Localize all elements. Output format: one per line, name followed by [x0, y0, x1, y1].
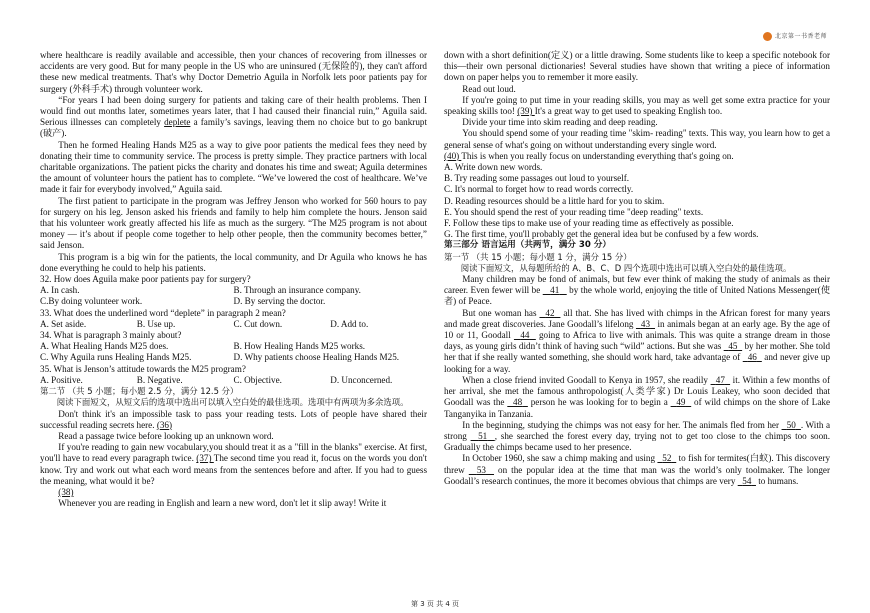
- answer-blank: (37): [196, 453, 214, 464]
- cloze-blank: [671, 397, 692, 407]
- cloze-blank: [782, 420, 801, 430]
- passage-paragraph: You should spend some of your reading time "skim- reading" texts. This way, you learn how to get a general sense of what's going on without understanding every single word.: [444, 128, 830, 150]
- text-span: “For years I had been doing surgery for patients and taking care of their health problems. Then I would find out months later, sometimes years later, that I had caused their financial ruin,” Aguila said. Serious illnesses can completely: [40, 94, 427, 128]
- blank-number: 41: [550, 285, 560, 296]
- passage-paragraph: Whenever you are reading in English and learn a new word, don't let it slip away! Write it: [58, 498, 387, 509]
- option: B. Negative.: [136, 374, 183, 385]
- option-item: A. Write down new words.: [444, 162, 543, 173]
- blank-number: 42: [545, 307, 555, 318]
- option: A. In cash.: [40, 285, 80, 296]
- cloze-blank: [711, 375, 731, 385]
- passage-paragraph: [40, 95, 427, 140]
- option: B. Through an insurance company.: [233, 285, 361, 296]
- cloze-blank: [657, 453, 676, 463]
- option: A. Positive.: [40, 374, 83, 385]
- passage-paragraph: [444, 151, 830, 162]
- option-item: C. It's normal to forget how to read words correctly.: [444, 184, 634, 195]
- cloze-paragraph: [444, 420, 830, 454]
- option: A. Set aside.: [40, 318, 87, 329]
- blank-number: 47: [715, 374, 725, 385]
- text-span: When a close friend invited Goodall to Kenya in 1957, she readily: [462, 374, 711, 385]
- passage-paragraph: down with a short definition(定义) or a little drawing. Some students like to keep a specific notebook for this—their own personal dictionaries! Several studies have shown that writing a piece of information down on paper helps you to remember it more easily.: [444, 50, 830, 83]
- passage-paragraph: The first patient to participate in the program was Jeffrey Jenson who worked for 560 hours to pay for surgery on his leg. Jenson asked his friends and family to help him complete the hours. Jenson said that his volunteer work greatly affected his life as much as the surgery. “The M25 program is not about money — it’s about if people come together to help other people, then the community becomes better,” said Jenson.: [40, 195, 427, 251]
- underlined-word: deplete: [164, 117, 191, 128]
- option-item: B. Try reading some passages out loud to yourself.: [444, 173, 630, 184]
- text-span: in animals began at an early age. By the age of 10 or 11, Goodall: [444, 318, 831, 341]
- blank-number: 53: [476, 464, 486, 475]
- part-heading: 第三部分 语言运用（共两节，满分 30 分）: [444, 240, 612, 251]
- passage-paragraph: where healthcare is readily available and accessible, then your chances of recovering from illnesses or accidents are very good. But for many people in the US who are uninsured (无保险的), they can't afford these new medical treatments. That's why Doctor Demetrio Aguila in Norfolk lets poor patients pay for surgery (外科手术) through volunteer work.: [40, 50, 427, 94]
- option: C.By doing volunteer work.: [40, 296, 143, 307]
- blank-number: 46: [747, 352, 757, 363]
- text-span: to fish for termites(白蚁). This discovery threw: [444, 453, 831, 475]
- cloze-blank: [743, 352, 762, 362]
- text-span: by the whole world, enjoying the title of United Nations Messenger(使者) of Peace.: [444, 285, 831, 307]
- text-span: going to Africa to live with animals. This was quite a strange dream in those days, as young girls didn’t think of having such “wild” actions. But she was: [444, 330, 830, 352]
- option: A. What Healing Hands M25 does.: [40, 341, 169, 352]
- cloze-blank: [539, 308, 560, 318]
- cloze-blank: [507, 397, 528, 407]
- page-footer: 第 3 页 共 4 页: [410, 600, 460, 608]
- text-span: It's a great way to get used to speaking English too.: [534, 106, 723, 117]
- passage-subheading: [40, 487, 427, 498]
- answer-blank: (40): [444, 150, 462, 161]
- text-span: In the beginning, studying the chimps was not easy for her. The animals fled from her: [462, 419, 782, 430]
- text-span: of wild chimps on the shore of Lake Tanganyika in Tanzania.: [444, 397, 831, 419]
- cloze-blank: [471, 431, 495, 441]
- option: C. Cut down.: [233, 318, 283, 329]
- text-span: Don't think it's an impossible task to pass your reading tests. Lots of people have shared their successful reading secrets here.: [40, 408, 427, 430]
- text-span: In October 1960, she saw a chimp making and using: [462, 453, 658, 464]
- option: B. How Healing Hands M25 works.: [233, 341, 366, 352]
- option-item: F. Follow these tips to make use of your reading time as effectively as possible.: [444, 218, 734, 229]
- question-35: 35. What is Jenson’s attitude towards the M25 program?: [40, 363, 246, 374]
- option: B. Use up.: [136, 318, 176, 329]
- blank-number: 49: [676, 397, 686, 408]
- blank-number: 43: [640, 318, 651, 329]
- header-logo-text: 北京第一书香老师: [775, 33, 828, 40]
- option-item: E. You should spend the rest of your reading time "deep reading" texts.: [444, 206, 704, 217]
- cloze-paragraph: [444, 453, 830, 487]
- option: D. Why patients choose Healing Hands M25.: [233, 352, 400, 363]
- text-span: This is when you really focus on understanding everything that's going on.: [461, 150, 734, 161]
- passage-paragraph: [40, 409, 427, 431]
- passage-paragraph: This program is a big win for the patients, the local community, and Dr Aguila who knows he has done everything he could to help his patients.: [40, 251, 427, 273]
- cloze-blank: [738, 476, 756, 486]
- text-span: it. Within a few months of her arrival, she met the famous anthropologist(人类学家) Dr Louis Leakey, who soon decided that Goodall was the: [444, 374, 831, 408]
- text-span: on the popular idea at the time that man was the world’s only toolmaker. The longer Goodall’s research continues, the more it becomes obvious that chimps are very: [444, 464, 831, 486]
- cloze-paragraph: [444, 274, 830, 308]
- passage-paragraph: [444, 95, 830, 117]
- text-span: and never give up looking for a way.: [444, 352, 831, 374]
- option: D. Unconcerned.: [330, 374, 393, 385]
- passage-subheading: Divide your time into skim reading and deep reading.: [462, 117, 658, 128]
- text-span: The second time you read it, focus on the words you don't know. Try and work out what each word means from the sentences before and after. If you had to guess the meaning, what would it be?: [40, 453, 427, 486]
- text-span: by her mother. She told her that if she really wanted something, she should work hard, take advantage of: [444, 341, 831, 363]
- text-span: to humans.: [755, 475, 799, 486]
- option-item: G. The first time, you'll probably get the general idea but be confused by a few words.: [444, 229, 759, 240]
- section-instructions: 阅读下面短文，从每题所给的 A、B、C、D 四个选项中选出可以填入空白处的最佳选项。: [460, 262, 792, 273]
- left-column: [40, 50, 427, 509]
- option: D. By serving the doctor.: [233, 296, 326, 307]
- section-heading: 第二节 （共 5 小题；每小题 2.5 分，满分 12.5 分）: [40, 386, 239, 397]
- question-33: 33. What does the underlined word “deplete” in paragraph 2 mean?: [40, 307, 286, 318]
- cloze-blank: [724, 341, 742, 351]
- cloze-paragraph: [444, 375, 830, 420]
- question-32: 32. How does Aguila make poor patients pay for surgery?: [40, 274, 251, 285]
- section-instructions: 阅读下面短文，从短文后的选项中选出可以填入空白处的最佳选项。选项中有两项为多余选项。: [56, 397, 409, 408]
- text-span: all that. She has lived with chimps in the African forest for many years and made great discoveries. Jane Goodall’s lifelong: [444, 307, 831, 329]
- option: D. Add to.: [330, 318, 369, 329]
- passage-subheading: Read a passage twice before looking up an unknown word.: [58, 430, 274, 441]
- answer-blank: (38): [58, 486, 74, 497]
- text-span: But one woman has: [462, 307, 540, 318]
- publisher-logo: [763, 32, 772, 41]
- blank-number: 45: [728, 341, 738, 352]
- option-item: D. Reading resources should be a little hard for you to skim.: [444, 195, 665, 206]
- passage-paragraph: Then he formed Healing Hands M25 as a way to give poor patients the medical fees they need by donating their time to community service. The process is pretty simple. They practice partners with local charitable organizations. The patient picks the charity and donates his time and sweat; Aguila determines the amount of volunteer hours the patient has to complete. “We’ve lowered the cost of healthcare. We’ve made it fair for everybody involved,” Aguila said.: [40, 139, 427, 195]
- cloze-blank: [469, 465, 494, 475]
- cloze-blank: [543, 285, 567, 295]
- options-row: [40, 341, 427, 352]
- options-row: [40, 285, 427, 296]
- blank-number: 52: [662, 453, 672, 464]
- option: C. Objective.: [233, 374, 282, 385]
- options-row: [40, 352, 427, 363]
- text-span: person he was looking for to begin a: [527, 397, 671, 408]
- passage-subheading: Read out loud.: [462, 83, 516, 94]
- text-span: , she searched the forest every day, trying not to get too close to the chimps too soon. Gradually the chimps became used to her presence.: [444, 430, 831, 453]
- text-span: If you're reading to gain new vocabulary,you should treat it as a "fill in the blanks" exercise. At first, you'll have to read every paragraph twice.: [40, 442, 427, 464]
- text-span: Many children may be fond of animals, but few ever think of making the study of animals as their career. Even fewer will be: [444, 274, 830, 296]
- options-row: [40, 375, 427, 386]
- text-span: a family’s savings, leaving them no choice but to go bankrupt (破产).: [40, 117, 427, 139]
- cloze-blank: [514, 330, 536, 340]
- section-heading: 第一节 （共 15 小题；每小题 1 分，满分 15 分）: [444, 251, 632, 262]
- options-row: [40, 319, 427, 330]
- blank-number: 50: [786, 419, 796, 430]
- text-span: If you're going to put time in your reading skills, you may as well get some extra practice for your speaking skills too!: [444, 94, 830, 117]
- option: C. Why Aguila runs Healing Hands M25.: [40, 352, 192, 363]
- answer-blank: (39): [517, 106, 535, 117]
- cloze-paragraph: [444, 308, 830, 375]
- blank-number: 54: [742, 475, 752, 486]
- blank-number: 48: [513, 397, 523, 408]
- question-34: 34. What is paragraph 3 mainly about?: [40, 330, 182, 341]
- options-row: [40, 296, 427, 307]
- right-column: [444, 50, 830, 487]
- blank-number: 51: [478, 430, 488, 441]
- cloze-blank: [636, 319, 655, 329]
- blank-number: 44: [520, 330, 530, 341]
- passage-paragraph: [40, 442, 427, 487]
- answer-blank: (36): [156, 419, 173, 430]
- text-span: . With a strong: [444, 419, 831, 441]
